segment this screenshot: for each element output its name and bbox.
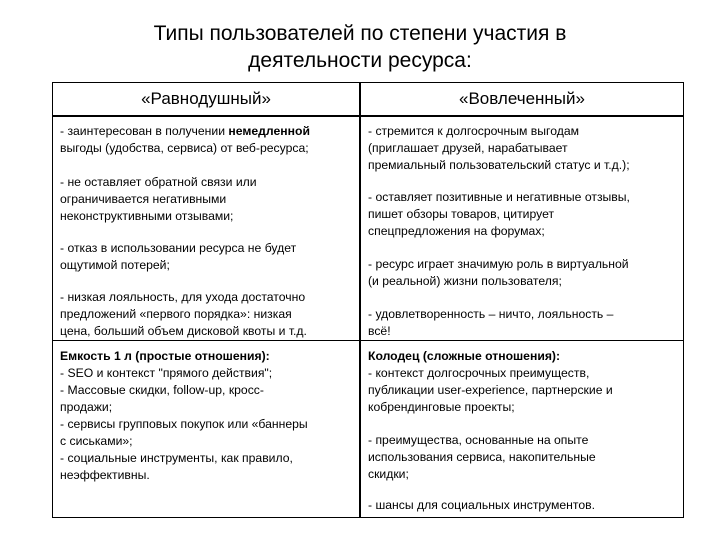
comparison-table xyxy=(52,82,684,518)
list-item: - шансы для социальных инструментов. xyxy=(368,498,595,512)
row-divider xyxy=(53,340,683,341)
section-heading: Емкость 1 л (простые отношения): xyxy=(60,349,270,363)
list-item: - стремится к долгосрочным выгодам (приглашает друзей, нарабатывает премиальный пользовательский статус и т.д.); xyxy=(368,124,630,172)
page-title xyxy=(0,20,720,74)
section-heading: Колодец (сложные отношения): xyxy=(368,349,561,363)
list-item: - оставляет позитивные и негативные отзывы, пишет обзоры товаров, цитирует спецпредложения на форумах; xyxy=(368,190,630,238)
list-item: - ресурс играет значимую роль в виртуальной (и реальной) жизни пользователя; xyxy=(368,257,629,288)
list-item: - преимущества, основанные на опыте использования сервиса, накопительные скидки; xyxy=(368,433,596,481)
header-indifferent: «Равнодушный» xyxy=(141,89,271,108)
list-item: - отказ в использовании ресурса не будет ощутимой потерей; xyxy=(60,241,297,272)
emphasis-text: немедленной xyxy=(228,124,310,138)
title-line-2: деятельности ресурса: xyxy=(248,49,472,72)
header-divider xyxy=(53,115,683,117)
column-divider xyxy=(359,83,361,517)
title-line-1: Типы пользователей по степени участия в xyxy=(153,22,567,45)
list-item: - удовлетворенность – ничто, лояльность – всё! xyxy=(368,307,614,338)
list-item: - низкая лояльность, для ухода достаточно предложений «первого порядка»: низкая цена, больший объем дисковой квоты и т.д. xyxy=(60,290,307,338)
list-item: Емкость 1 л (простые отношения): - SEO и контекст "прямого действия"; - Массовые скидки, follow-up, кросс- продажи; - сервисы групповых покупок или «баннеры с сиськами»; - социальные инструменты, как правило, неэффективны. xyxy=(60,348,356,484)
list-item: - заинтересован в получении немедленной выгоды (удобства, сервиса) от веб-ресурса; xyxy=(60,124,310,155)
list-item: - не оставляет обратной связи или ограничивается негативными неконструктивными отзывами; xyxy=(60,175,257,223)
header-engaged: «Вовлеченный» xyxy=(459,89,585,108)
list-item: Колодец (сложные отношения): - контекст долгосрочных преимуществ, публикации user-experience, партнерские и кобрендинговые проекты; xyxy=(368,348,680,416)
